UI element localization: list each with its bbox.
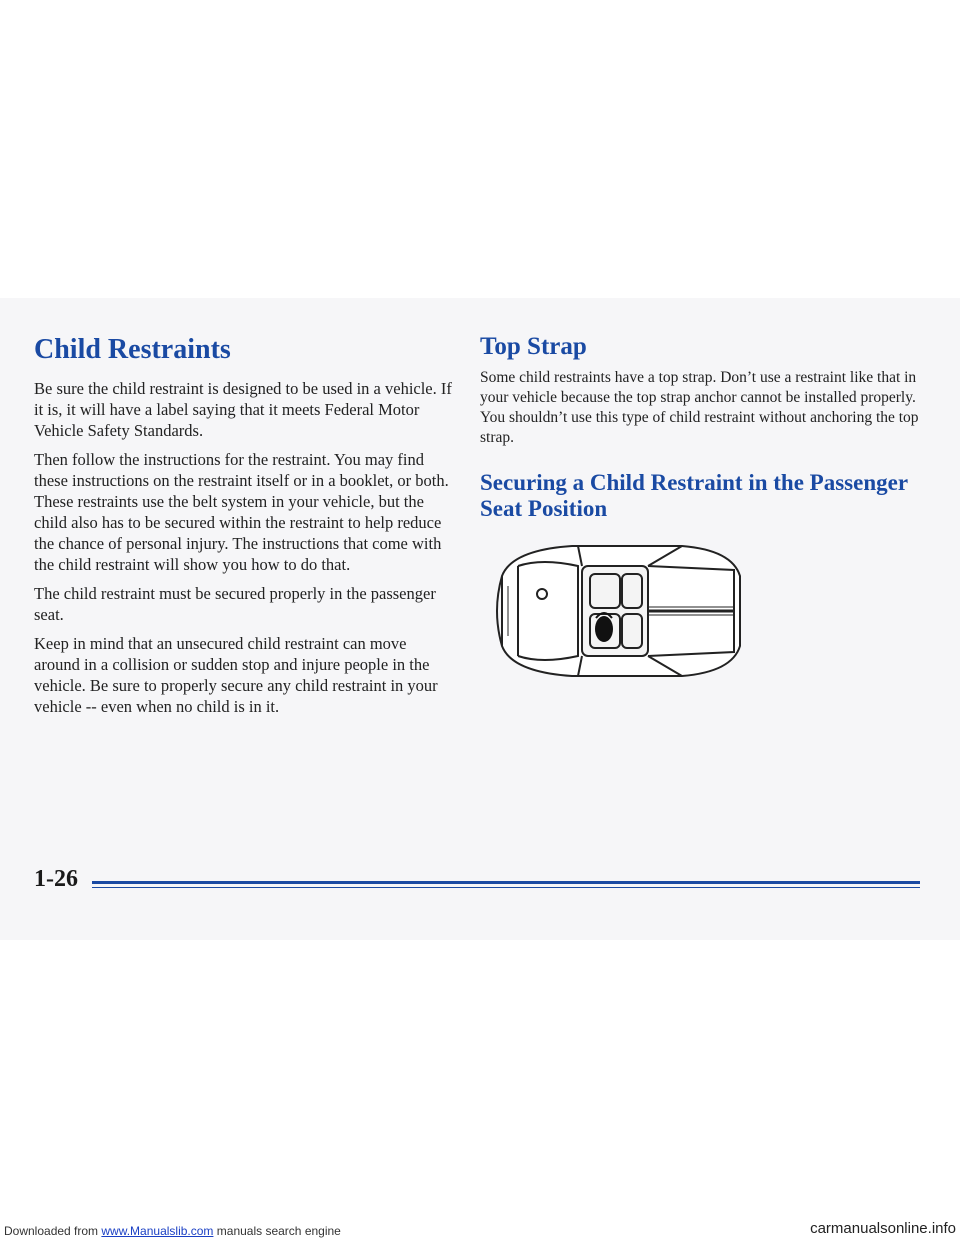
banner-prefix: Downloaded from [4, 1224, 102, 1238]
page-footer [34, 866, 884, 896]
section-title-top-strap: Top Strap [480, 333, 587, 360]
left-column [34, 330, 452, 725]
section-title-child-restraints: Child Restraints [34, 334, 231, 365]
page-number: 1-26 [34, 866, 78, 892]
paragraph: The child restraint must be secured properly in the passenger seat. [34, 584, 436, 624]
download-banner [0, 1216, 960, 1242]
footer-rule-thin [92, 887, 920, 888]
manualslib-link[interactable]: www.Manualslib.com [101, 1224, 214, 1238]
banner-suffix: manuals search engine [213, 1224, 341, 1238]
car-top-view-icon [482, 536, 752, 686]
paragraph: Keep in mind that an unsecured child restraint can move around in a collision or sudden stop and injure people in the vehicle. Be sure to properly secure any child restraint in your vehicle -- even when no child is in it. [34, 634, 438, 716]
paragraph: Then follow the instructions for the restraint. You may find these instructions on the restraint itself or in a booklet, or both. These restraints use the belt system in your vehicle, but the child also has to be secured within the restraint to help reduce the chance of personal injury. The instructions that come with the child restraint will show you how to do that. [34, 450, 449, 574]
right-column [480, 330, 920, 691]
footer-rule-thick [92, 881, 920, 884]
download-source-text [4, 1224, 341, 1238]
section-title-securing-passenger-seat: Securing a Child Restraint in the Passenger Seat Position [480, 470, 908, 521]
site-watermark: carmanualsonline.info [810, 1220, 956, 1237]
paragraph: Be sure the child restraint is designed to be used in a vehicle. If it is, it will have a label saying that it meets Federal Motor Vehicle Safety Standards. [34, 379, 452, 440]
page-top-margin [0, 0, 960, 300]
paragraph: Some child restraints have a top strap. Don’t use a restraint like that in your vehicle because the top strap anchor cannot be installed properly. You shouldn’t use this type of child restraint without anchoring the top strap. [480, 369, 919, 446]
